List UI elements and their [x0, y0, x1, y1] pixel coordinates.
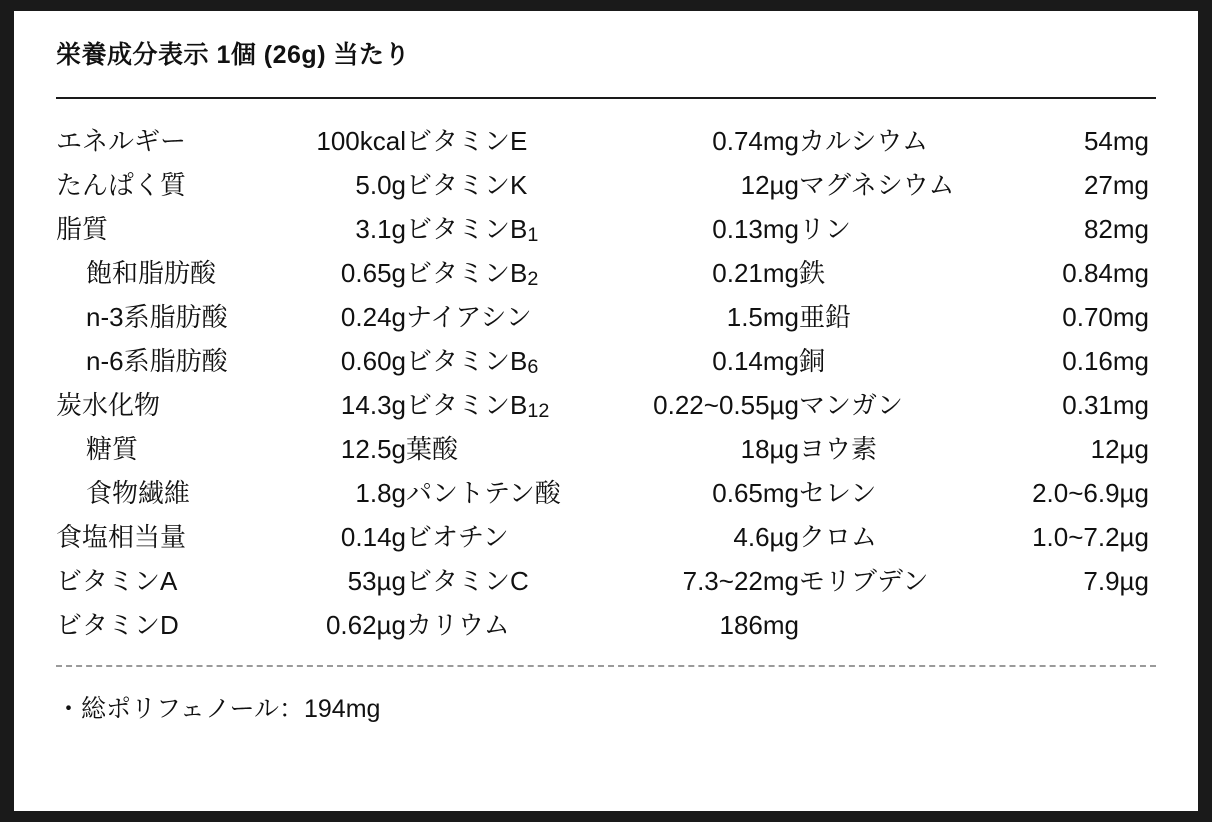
nutrient-name: リン: [799, 214, 852, 244]
nutrient-value: 0.31mg: [1062, 390, 1149, 420]
nutrition-row: [56, 163, 406, 207]
nutrient-value: 0.65g: [340, 258, 406, 288]
nutrient-value: 0.70mg: [1062, 302, 1149, 332]
nutrient-name: カルシウム: [799, 126, 929, 156]
nutrition-row: [56, 251, 406, 295]
nutrient-value: 5.0g: [355, 170, 406, 200]
nutrition-row: [406, 471, 799, 515]
nutrient-name: 炭水化物: [56, 390, 161, 420]
nutrient-name: ビタミンK: [406, 170, 528, 200]
nutrient-name: ヨウ素: [799, 434, 878, 464]
nutrient-name: ビタミンB1: [406, 214, 539, 246]
nutrient-value: 27mg: [1083, 170, 1149, 200]
nutrient-value: 53µg: [347, 566, 406, 596]
footnote-text: ・総ポリフェノール：194mg: [56, 695, 381, 723]
nutrition-column-2: [406, 119, 799, 647]
nutrition-row: [799, 163, 1149, 207]
nutrient-value: 186mg: [719, 610, 799, 640]
nutrition-row: [56, 339, 406, 383]
nutrition-row: [799, 383, 1149, 427]
nutrient-name: モリブデン: [799, 566, 929, 596]
nutrient-name: ビタミンB2: [406, 258, 539, 290]
nutrient-value: 12.5g: [340, 434, 406, 464]
nutrient-name: たんぱく質: [56, 170, 187, 200]
nutrient-name: 亜鉛: [799, 302, 852, 332]
nutrient-name: セレン: [799, 478, 877, 508]
nutrient-value: 2.0~6.9µg: [1032, 478, 1149, 508]
nutrient-value: 0.65mg: [712, 478, 799, 508]
nutrient-name: n-3系脂肪酸: [86, 302, 228, 332]
nutrient-value: 0.13mg: [712, 214, 799, 244]
nutrition-row: [56, 427, 406, 471]
nutrient-name: 脂質: [56, 214, 109, 244]
nutrition-row: [406, 119, 799, 163]
nutrient-value: 54mg: [1083, 126, 1149, 156]
nutrient-name: 食物繊維: [86, 478, 191, 508]
nutrient-name: エネルギー: [56, 126, 187, 156]
nutrient-name: マグネシウム: [799, 170, 955, 200]
footnote-divider: [56, 665, 1156, 667]
nutrient-name: ビタミンB12: [406, 390, 550, 422]
nutrition-row: [799, 295, 1149, 339]
nutrition-columns: [56, 119, 1156, 647]
nutrient-name: 銅: [799, 346, 826, 376]
nutrient-value: 4.6µg: [733, 522, 799, 552]
nutrient-name: ビタミンE: [406, 126, 528, 156]
nutrition-row: [799, 251, 1149, 295]
nutrition-row: [406, 339, 799, 383]
nutrition-label-content: [56, 35, 1156, 793]
nutrient-value: 0.84mg: [1062, 258, 1149, 288]
nutrient-value: 0.60g: [340, 346, 406, 376]
nutrient-name: カリウム: [406, 610, 510, 640]
nutrition-row: [56, 603, 406, 647]
nutrient-value: 0.74mg: [712, 126, 799, 156]
nutrient-name: ナイアシン: [406, 302, 532, 332]
nutrient-name: ビタミンD: [56, 610, 179, 640]
nutrient-value: 0.22~0.55µg: [653, 390, 799, 420]
nutrient-value: 1.8g: [355, 478, 406, 508]
nutrient-name: 葉酸: [406, 434, 459, 464]
nutrition-row: [799, 559, 1149, 603]
nutrient-name: ビオチン: [406, 522, 509, 552]
nutrient-name: n-6系脂肪酸: [86, 346, 228, 376]
nutrient-value: 7.3~22mg: [682, 566, 799, 596]
nutrition-row: [56, 559, 406, 603]
nutrition-row: [406, 427, 799, 471]
nutrition-row: [406, 207, 799, 251]
nutrition-row: [406, 251, 799, 295]
nutrient-name: 食塩相当量: [56, 522, 187, 552]
nutrient-name: ビタミンB6: [406, 346, 539, 378]
nutrition-label-card: [14, 11, 1198, 811]
nutrient-name: ビタミンC: [406, 566, 529, 596]
nutrient-value: 7.9µg: [1083, 566, 1149, 596]
nutrient-value: 0.14g: [340, 522, 406, 552]
nutrient-name: クロム: [799, 522, 878, 552]
nutrition-column-1: [56, 119, 406, 647]
nutrient-value: 14.3g: [340, 390, 406, 420]
nutrition-row: [406, 163, 799, 207]
nutrient-value: 12µg: [740, 170, 799, 200]
nutrient-value: 0.24g: [340, 302, 406, 332]
nutrient-value: 0.21mg: [712, 258, 799, 288]
nutrient-value: 12µg: [1090, 434, 1149, 464]
nutrition-row: [799, 471, 1149, 515]
page-title: 栄養成分表示 1個 (26g) 当たり: [56, 41, 410, 69]
nutrient-value: 18µg: [740, 434, 799, 464]
nutrient-name: パントテン酸: [406, 478, 561, 508]
nutrient-value: 0.62µg: [325, 610, 406, 640]
nutrition-row: [799, 119, 1149, 163]
nutrition-row: [406, 515, 799, 559]
title-divider: [56, 97, 1156, 99]
nutrient-name: 飽和脂肪酸: [86, 258, 217, 288]
nutrient-value: 82mg: [1083, 214, 1149, 244]
nutrient-value: 100kcal: [316, 126, 406, 156]
nutrient-value: 0.16mg: [1062, 346, 1149, 376]
nutrition-row: [406, 383, 799, 427]
nutrition-row: [56, 295, 406, 339]
nutrition-column-3: [799, 119, 1149, 603]
nutrition-row: [406, 559, 799, 603]
nutrition-row: [406, 603, 799, 647]
nutrition-row: [799, 339, 1149, 383]
nutrient-value: 1.5mg: [726, 302, 799, 332]
nutrient-name: マンガン: [799, 390, 904, 420]
nutrition-row: [799, 515, 1149, 559]
nutrient-value: 3.1g: [355, 214, 406, 244]
nutrition-row: [406, 295, 799, 339]
nutrition-row: [56, 383, 406, 427]
nutrition-row: [799, 207, 1149, 251]
nutrition-row: [56, 119, 406, 163]
nutrition-row: [56, 207, 406, 251]
nutrient-name: 鉄: [799, 258, 826, 288]
nutrient-name: ビタミンA: [56, 566, 178, 596]
nutrition-row: [56, 471, 406, 515]
nutrition-row: [799, 427, 1149, 471]
nutrient-value: 0.14mg: [712, 346, 799, 376]
nutrition-row: [56, 515, 406, 559]
nutrient-name: 糖質: [86, 434, 139, 464]
nutrient-value: 1.0~7.2µg: [1032, 522, 1149, 552]
